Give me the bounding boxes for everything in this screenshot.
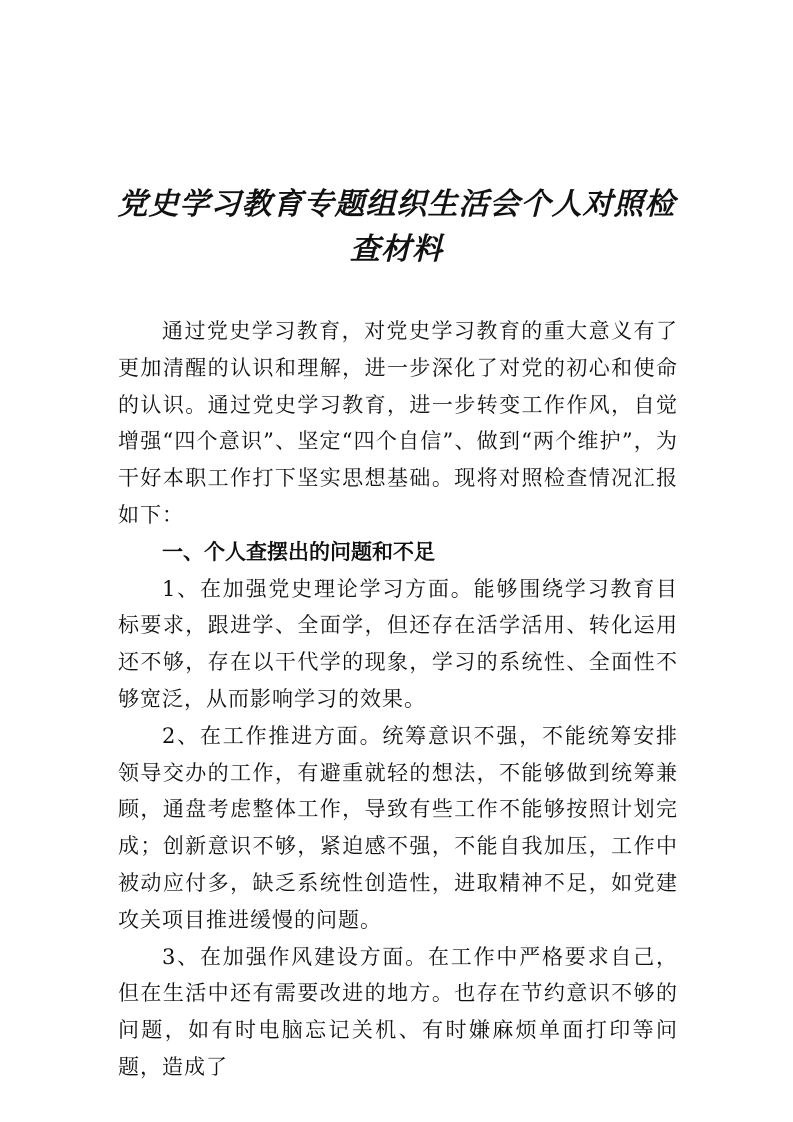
body-paragraph: 1、在加强党史理论学习方面。能够围绕学习教育目标要求，跟进学、全面学，但还存在活学活用、转化运用还不够，存在以干代学的现象，学习的系统性、全面性不够宽泛，从而影响学习的效果。 <box>118 576 678 711</box>
document-title-line-1: 党史学习教育专题组织生活会个人对照检 <box>117 187 676 222</box>
document-body <box>118 313 678 1086</box>
section-heading: 一、个人查摆出的问题和不足 <box>162 539 435 564</box>
body-paragraph: 2、在工作推进方面。统筹意识不强，不能统筹安排领导交办的工作，有避重就轻的想法，不能够做到统筹兼顾，通盘考虑整体工作，导致有些工作不能够按照计划完成；创新意识不够，紧迫感不强，不能自我加压，工作中被动应付多，缺乏系统性创造性，进取精神不足，如党建攻关项目推进缓慢的问题。 <box>118 723 678 932</box>
body-paragraph: 3、在加强作风建设方面。在工作中严格要求自己，但在生活中还有需要改进的地方。也存在节约意识不够的问题，如有时电脑忘记关机、有时嫌麻烦单面打印等问题，造成了 <box>118 944 678 1079</box>
intro-paragraph: 通过党史学习教育，对党史学习教育的重大意义有了更加清醒的认识和理解，进一步深化了对党的初心和使命的认识。通过党史学习教育，进一步转变工作作风，自觉增强“四个意识”、坚定“四个自信”、做到“两个维护”，为干好本职工作打下坚实思想基础。现将对照检查情况汇报如下： <box>118 319 678 527</box>
document-title-line-2: 查材料 <box>350 232 443 267</box>
